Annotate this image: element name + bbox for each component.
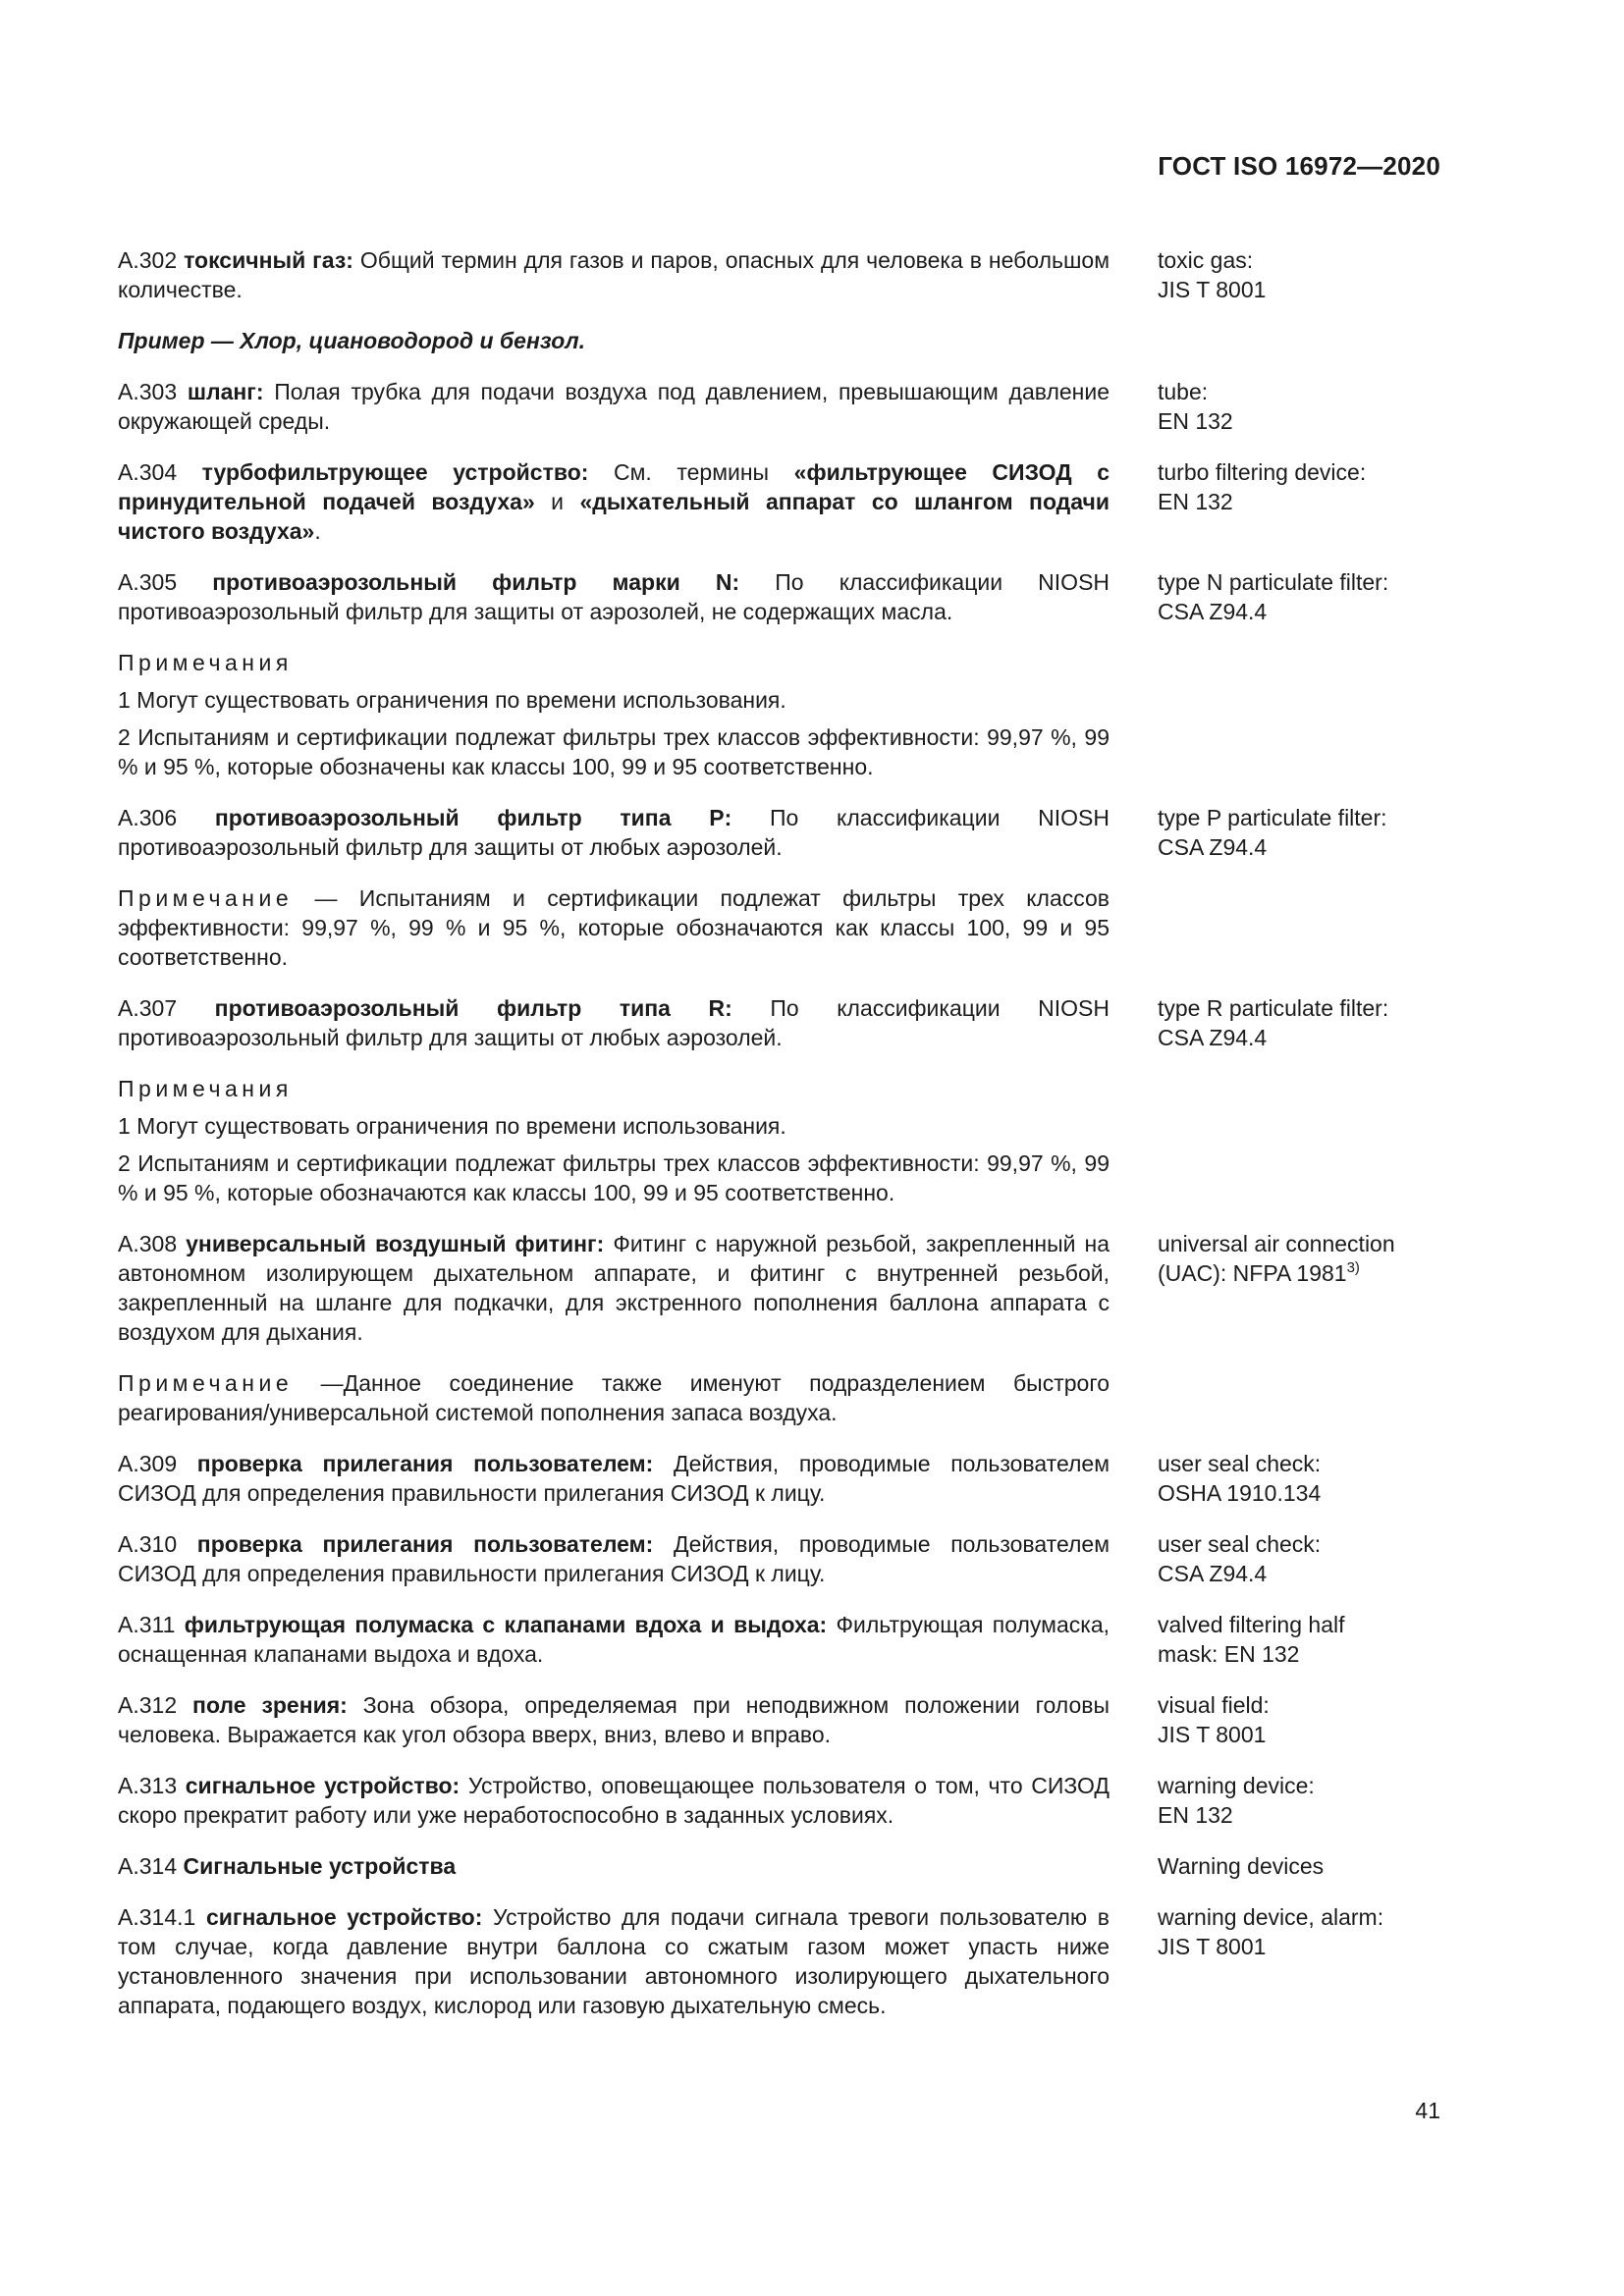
term-entry-a307 bbox=[118, 993, 1434, 1052]
term-name: токсичный газ: bbox=[184, 247, 353, 273]
terms-list bbox=[118, 245, 1434, 2042]
term-definition bbox=[118, 1771, 1110, 1830]
term-number: А.310 bbox=[118, 1531, 178, 1557]
term-entry-a311 bbox=[118, 1610, 1434, 1669]
term-name: шланг: bbox=[187, 379, 264, 404]
source-reference: OSHA 1910.134 bbox=[1158, 1480, 1322, 1506]
term-source bbox=[1158, 457, 1434, 516]
source-reference: JIS T 8001 bbox=[1158, 277, 1267, 302]
term-entry-a312 bbox=[118, 1690, 1434, 1749]
term-entry-a313 bbox=[118, 1771, 1434, 1830]
term-name: проверка прилегания пользователем: bbox=[196, 1531, 654, 1557]
english-term: user seal check: bbox=[1158, 1451, 1322, 1476]
note-item: 2 Испытаниям и сертификации подлежат фильтры трех классов эффективности: 99,97 %, 99 % и 95 %, которые обозначены как классы 100, 99 и 95 соответственно. bbox=[118, 724, 1110, 779]
term-name: проверка прилегания пользователем: bbox=[196, 1451, 654, 1476]
english-term: universal air connection bbox=[1158, 1231, 1395, 1256]
term-definition bbox=[118, 245, 1110, 304]
term-source bbox=[1158, 567, 1434, 626]
example-text: Пример — Хлор, циановодород и бензол. bbox=[118, 328, 586, 353]
source-reference: (UAC): NFPA 1981 bbox=[1158, 1260, 1347, 1286]
term-source bbox=[1158, 1851, 1434, 1881]
term-source bbox=[1158, 993, 1434, 1052]
source-reference: JIS T 8001 bbox=[1158, 1934, 1267, 1959]
term-source bbox=[1158, 1771, 1434, 1830]
term-name: турбофильтрующее устройство: bbox=[201, 459, 589, 485]
term-source bbox=[1158, 803, 1434, 862]
term-text: Устройство, оповещающее пользователя о том, что СИЗОД скоро прекратит работу или уже неработоспособно в заданных условиях. bbox=[118, 1773, 1110, 1828]
term-definition bbox=[118, 1690, 1110, 1749]
term-text: Общий термин для газов и паров, опасных для человека в небольшом количестве. bbox=[118, 247, 1110, 302]
term-entry-a302 bbox=[118, 245, 1434, 304]
term-text: По классификации NIOSH противоаэрозольный фильтр для защиты от любых аэрозолей. bbox=[118, 805, 1110, 860]
footnote-marker: 3) bbox=[1346, 1259, 1360, 1276]
term-number: А.303 bbox=[118, 379, 178, 404]
notes-block bbox=[118, 883, 1110, 972]
source-reference: JIS T 8001 bbox=[1158, 1722, 1267, 1747]
term-number: А.308 bbox=[118, 1231, 178, 1256]
term-text: Устройство для подачи сигнала тревоги пользователю в том случае, когда давление внутри баллона со сжатым газом может упасть ниже установленного значения при использовании автономного изолирующего дыхательного аппарата, подающего воздух, кислород или газовую дыхательную смесь. bbox=[118, 1904, 1110, 2018]
term-number: А.312 bbox=[118, 1692, 178, 1718]
note-label: Примечание bbox=[118, 885, 294, 911]
term-name: поле зрения: bbox=[192, 1692, 348, 1718]
term-text: Действия, проводимые пользователем СИЗОД для определения правильности прилегания СИЗОД к лицу. bbox=[118, 1531, 1110, 1586]
term-definition bbox=[118, 1449, 1110, 1508]
term-definition bbox=[118, 1229, 1110, 1347]
english-term: user seal check: bbox=[1158, 1531, 1322, 1557]
term-name: противоаэрозольный фильтр марки N: bbox=[212, 569, 740, 595]
term-text: Зона обзора, определяемая при неподвижном положении головы человека. Выражается как угол обзора вверх, вниз, влево и вправо. bbox=[118, 1692, 1110, 1747]
term-text: Фильтрующая полумаска, оснащенная клапанами выдоха и вдоха. bbox=[118, 1612, 1110, 1667]
term-number: А.304 bbox=[118, 459, 178, 485]
note-label: Примечание bbox=[118, 1370, 294, 1396]
term-example bbox=[118, 326, 1434, 355]
term-number: А.313 bbox=[118, 1773, 178, 1798]
term-text: Действия, проводимые пользователем СИЗОД для определения правильности прилегания СИЗОД к лицу. bbox=[118, 1451, 1110, 1506]
notes-heading: Примечания bbox=[118, 650, 293, 675]
term-number: А.305 bbox=[118, 569, 178, 595]
term-number: А.306 bbox=[118, 805, 178, 830]
english-term: tube: bbox=[1158, 379, 1209, 404]
term-definition bbox=[118, 1902, 1110, 2020]
term-source bbox=[1158, 1610, 1434, 1669]
term-note-a306 bbox=[118, 883, 1434, 972]
term-name: сигнальное устройство: bbox=[185, 1773, 460, 1798]
page-number: 41 bbox=[1415, 2098, 1440, 2123]
term-entry-a305 bbox=[118, 567, 1434, 626]
term-definition bbox=[118, 993, 1110, 1052]
notes-block bbox=[118, 1368, 1110, 1427]
term-text: См. термины bbox=[613, 459, 770, 485]
section-heading bbox=[118, 1851, 1110, 1881]
note-item: 1 Могут существовать ограничения по времени использования. bbox=[118, 1113, 786, 1139]
term-number: А.314.1 bbox=[118, 1904, 196, 1930]
term-name: сигнальное устройство: bbox=[205, 1904, 483, 1930]
term-text: . bbox=[314, 518, 321, 544]
term-entry-a314 bbox=[118, 1851, 1434, 1881]
term-source bbox=[1158, 245, 1434, 304]
english-term: toxic gas: bbox=[1158, 247, 1254, 273]
english-term: type P particulate filter: bbox=[1158, 805, 1387, 830]
term-entry-a310 bbox=[118, 1529, 1434, 1588]
term-text: Полая трубка для подачи воздуха под давлением, превышающим давление окружающей среды. bbox=[118, 379, 1110, 434]
term-definition bbox=[118, 567, 1110, 626]
term-note-a308 bbox=[118, 1368, 1434, 1427]
source-reference: CSA Z94.4 bbox=[1158, 1561, 1268, 1586]
term-entry-a304 bbox=[118, 457, 1434, 546]
term-text: и bbox=[551, 489, 565, 514]
term-entry-a303 bbox=[118, 377, 1434, 436]
term-number: А.311 bbox=[118, 1612, 176, 1637]
source-reference: EN 132 bbox=[1158, 408, 1233, 434]
term-number: А.302 bbox=[118, 247, 178, 273]
term-name: фильтрующая полумаска с клапанами вдоха и выдоха: bbox=[184, 1612, 828, 1637]
term-entry-a306 bbox=[118, 803, 1434, 862]
term-definition bbox=[118, 377, 1110, 436]
term-number: А.314 bbox=[118, 1853, 178, 1879]
term-text: По классификации NIOSH противоаэрозольный фильтр для защиты от любых аэрозолей. bbox=[118, 995, 1110, 1050]
term-text: Фитинг с наружной резьбой, закрепленный на автономном изолирующем дыхательном аппарате, и фитинг с внутренней резьбой, закрепленный на шланге для подкачки, для экстренного пополнения баллона аппарата с воздухом для дыхания. bbox=[118, 1231, 1110, 1345]
term-entry-a309 bbox=[118, 1449, 1434, 1508]
english-term: type R particulate filter: bbox=[1158, 995, 1389, 1021]
term-reference: «фильтрующее СИЗОД с принудительной подачей воздуха» bbox=[118, 459, 1110, 514]
term-name: универсальный воздушный фитинг: bbox=[186, 1231, 605, 1256]
english-term: type N particulate filter: bbox=[1158, 569, 1389, 595]
notes-block bbox=[118, 648, 1110, 781]
term-notes-a307 bbox=[118, 1074, 1434, 1207]
term-name: противоаэрозольный фильтр типа P: bbox=[214, 805, 732, 830]
term-definition bbox=[118, 1610, 1110, 1669]
term-text: По классификации NIOSH противоаэрозольный фильтр для защиты от аэрозолей, не содержащих масла. bbox=[118, 569, 1110, 624]
standard-header: ГОСТ ISO 16972—2020 bbox=[1158, 151, 1440, 181]
term-entry-a314-1 bbox=[118, 1902, 1434, 2020]
term-source bbox=[1158, 377, 1434, 436]
source-reference: mask: EN 132 bbox=[1158, 1641, 1300, 1667]
notes-heading: Примечания bbox=[118, 1076, 293, 1101]
term-source bbox=[1158, 1529, 1434, 1588]
term-definition bbox=[118, 803, 1110, 862]
english-term: turbo filtering device: bbox=[1158, 459, 1367, 485]
english-term: visual field: bbox=[1158, 1692, 1270, 1718]
term-number: А.307 bbox=[118, 995, 178, 1021]
term-definition bbox=[118, 1529, 1110, 1588]
term-number: А.309 bbox=[118, 1451, 178, 1476]
note-item: 1 Могут существовать ограничения по времени использования. bbox=[118, 687, 786, 713]
source-reference: EN 132 bbox=[1158, 1802, 1233, 1828]
term-source bbox=[1158, 1229, 1434, 1288]
note-item: 2 Испытаниям и сертификации подлежат фильтры трех классов эффективности: 99,97 %, 99 % и 95 %, которые обозначаются как классы 100, 99 и 95 соответственно. bbox=[118, 1150, 1110, 1205]
source-reference: EN 132 bbox=[1158, 489, 1233, 514]
source-reference: CSA Z94.4 bbox=[1158, 599, 1268, 624]
english-term: Warning devices bbox=[1158, 1853, 1325, 1879]
term-source bbox=[1158, 1449, 1434, 1508]
term-definition bbox=[118, 457, 1110, 546]
notes-block bbox=[118, 1074, 1110, 1207]
term-name: противоаэрозольный фильтр типа R: bbox=[214, 995, 732, 1021]
english-term: warning device: bbox=[1158, 1773, 1315, 1798]
term-source bbox=[1158, 1902, 1434, 1961]
english-term: warning device, alarm: bbox=[1158, 1904, 1384, 1930]
term-source bbox=[1158, 1690, 1434, 1749]
term-name: Сигнальные устройства bbox=[183, 1853, 457, 1879]
term-entry-a308 bbox=[118, 1229, 1434, 1347]
note-text: —Данное соединение также именуют подразделением быстрого реагирования/универсальной системой пополнения запаса воздуха. bbox=[118, 1370, 1110, 1425]
term-reference: «дыхательный аппарат со шлангом подачи чистого воздуха» bbox=[118, 489, 1110, 544]
source-reference: CSA Z94.4 bbox=[1158, 834, 1268, 860]
english-term: valved filtering half bbox=[1158, 1612, 1345, 1637]
note-text: — Испытаниям и сертификации подлежат фильтры трех классов эффективности: 99,97 %, 99 % и 95 %, которые обозначаются как классы 100, 99 и 95 соответственно. bbox=[118, 885, 1110, 970]
source-reference: CSA Z94.4 bbox=[1158, 1025, 1268, 1050]
term-notes-a305 bbox=[118, 648, 1434, 781]
